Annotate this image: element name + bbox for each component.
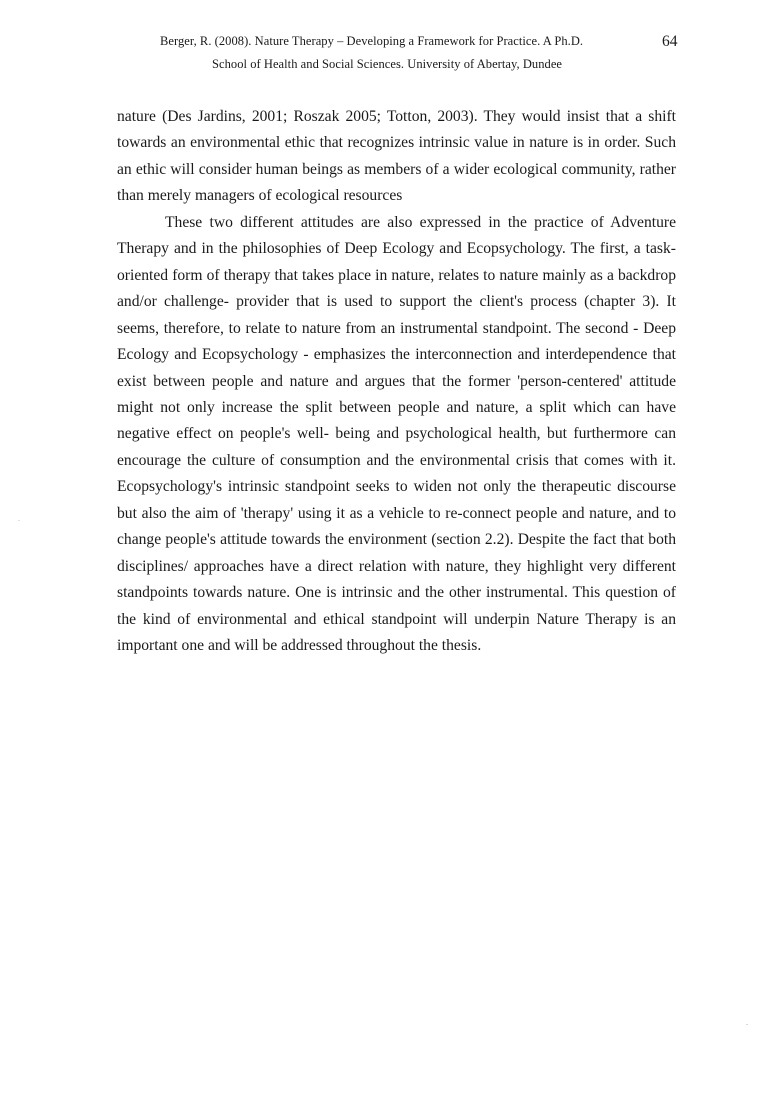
paragraph-continuation: nature (Des Jardins, 2001; Roszak 2005; Totton, 2003). They would insist that a shift towards an environmental ethic that recognizes intrinsic value in nature is in order. Such an ethic will consider human beings as members of a wider ecological community, rather than merely managers of ecological resources bbox=[117, 108, 676, 205]
page-number: 64 bbox=[662, 33, 678, 50]
body-text bbox=[117, 104, 676, 660]
scan-speck bbox=[746, 1024, 748, 1025]
header-citation: Berger, R. (2008). Nature Therapy – Developing a Framework for Practice. A Ph.D. bbox=[160, 34, 584, 48]
header-institution: School of Health and Social Sciences. University of Abertay, Dundee bbox=[212, 57, 563, 71]
paragraph-attitudes: These two different attitudes are also expressed in the practice of Adventure Therapy and in the philosophies of Deep Ecology and Ecopsychology. The first, a task-oriented form of therapy that takes place in nature, relates to nature mainly as a backdrop and/or challenge- provider that is used to support the client's process (chapter 3). It seems, therefore, to relate to nature from an instrumental standpoint. The second - Deep Ecology and Ecopsychology - emphasizes the interconnection and interdependence that exist between people and nature and argues that the former 'person-centered' attitude might not only increase the split between people and nature, a split which can have negative effect on people's well- being and psychological health, but furthermore can encourage the culture of consumption and the environmental crisis that comes with it. Ecopsychology's intrinsic standpoint seeks to widen not only the therapeutic discourse but also the aim of 'therapy' using it as a vehicle to re-connect people and nature, and to change people's attitude towards the environment (section 2.2). Despite the fact that both disciplines/ approaches have a direct relation with nature, they highlight very different standpoints towards nature. One is intrinsic and the other instrumental. This question of the kind of environmental and ethical standpoint will underpin Nature Therapy is an important one and will be addressed throughout the thesis. bbox=[117, 213, 676, 655]
scan-speck bbox=[18, 520, 20, 521]
